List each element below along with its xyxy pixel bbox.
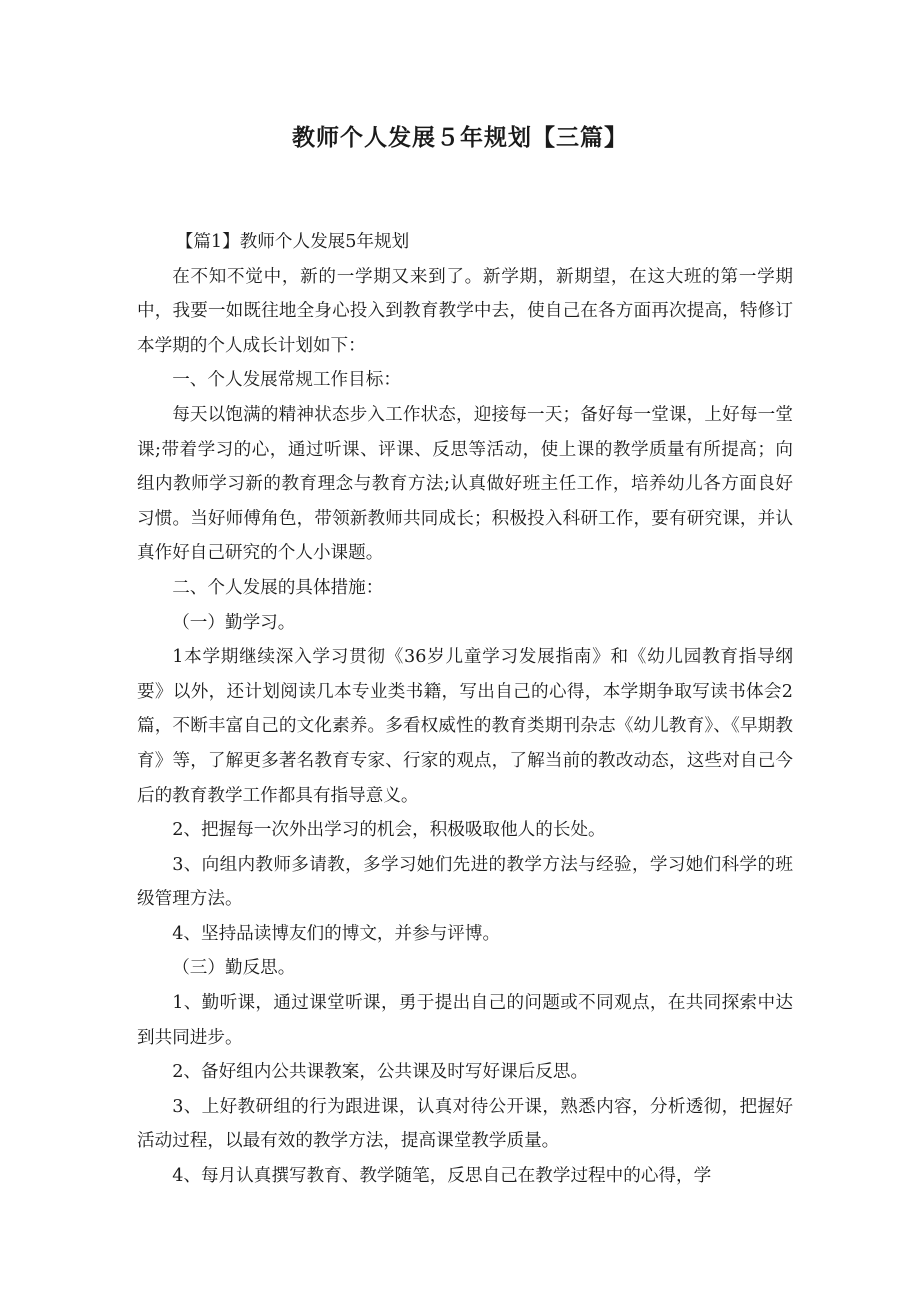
paragraph: 4、坚持品读博友们的博文，并参与评博。 [172,923,501,944]
paragraph: 4、每月认真撰写教育、教学随笔，反思自己在教学过程中的心得，学 [172,1166,712,1187]
paragraph: （三）勤反思。 [172,958,296,979]
paragraph: 3、向组内教师多请教，多学习她们先进的教学方法与经验，学习她们科学的班级管理方法。 [137,854,793,910]
paragraph: 1、勤听课，通过课堂听课，勇于提出自己的问题或不同观点，在共同探索中达到共同进步。 [137,993,793,1048]
paragraph: 在不知不觉中，新的一学期又来到了。新学期，新期望，在这大班的第一学期中，我要一如既往地全身心投入到教育教学中去，使自己在各方面再次提高，特修订本学期的个人成长计划如下： [137,266,793,356]
document-title: 教师个人发展５年规划【三篇】 [292,125,628,151]
paragraph: 一、个人发展常规工作目标： [172,370,401,391]
document-body [137,225,793,1194]
paragraph: 每天以饱满的精神状态步入工作状态，迎接每一天；备好每一堂课，上好每一堂课;带着学习的心，通过听课、评课、反思等活动，使上课的教学质量有所提高；向组内教师学习新的教育理念与教育方法;认真做好班主任工作，培养幼儿各方面良好习惯。当好师傅角色，带领新教师共同成长；积极投入科研工作，要有研究课，并认真作好自己研究的个人小课题。 [137,404,793,564]
paragraph: 1本学期继续深入学习贯彻《36岁儿童学习发展指南》和《幼儿园教育指导纲要》以外，还计划阅读几本专业类书籍，写出自己的心得，本学期争取写读书体会2篇，不断丰富自己的文化素养。多看权威性的教育类期刊杂志《幼儿教育》、《早期教育》等，了解更多著名教育专家、行家的观点，了解当前的教改动态，这些对自己今后的教育教学工作都具有指导意义。 [137,647,793,806]
paragraph: （一）勤学习。 [172,612,296,633]
paragraph: 二、个人发展的具体措施： [172,577,384,598]
paragraph: 2、备好组内公共课教案，公共课及时写好课后反思。 [172,1062,589,1083]
paragraph: 3、上好教研组的行为跟进课，认真对待公开课，熟悉内容，分析透彻，把握好活动过程，以最有效的教学方法，提高课堂教学质量。 [137,1096,793,1152]
paragraph: 2、把握每一次外出学习的机会，积极吸取他人的长处。 [172,820,606,841]
section-heading: 【篇1】教师个人发展5年规划 [175,232,410,252]
